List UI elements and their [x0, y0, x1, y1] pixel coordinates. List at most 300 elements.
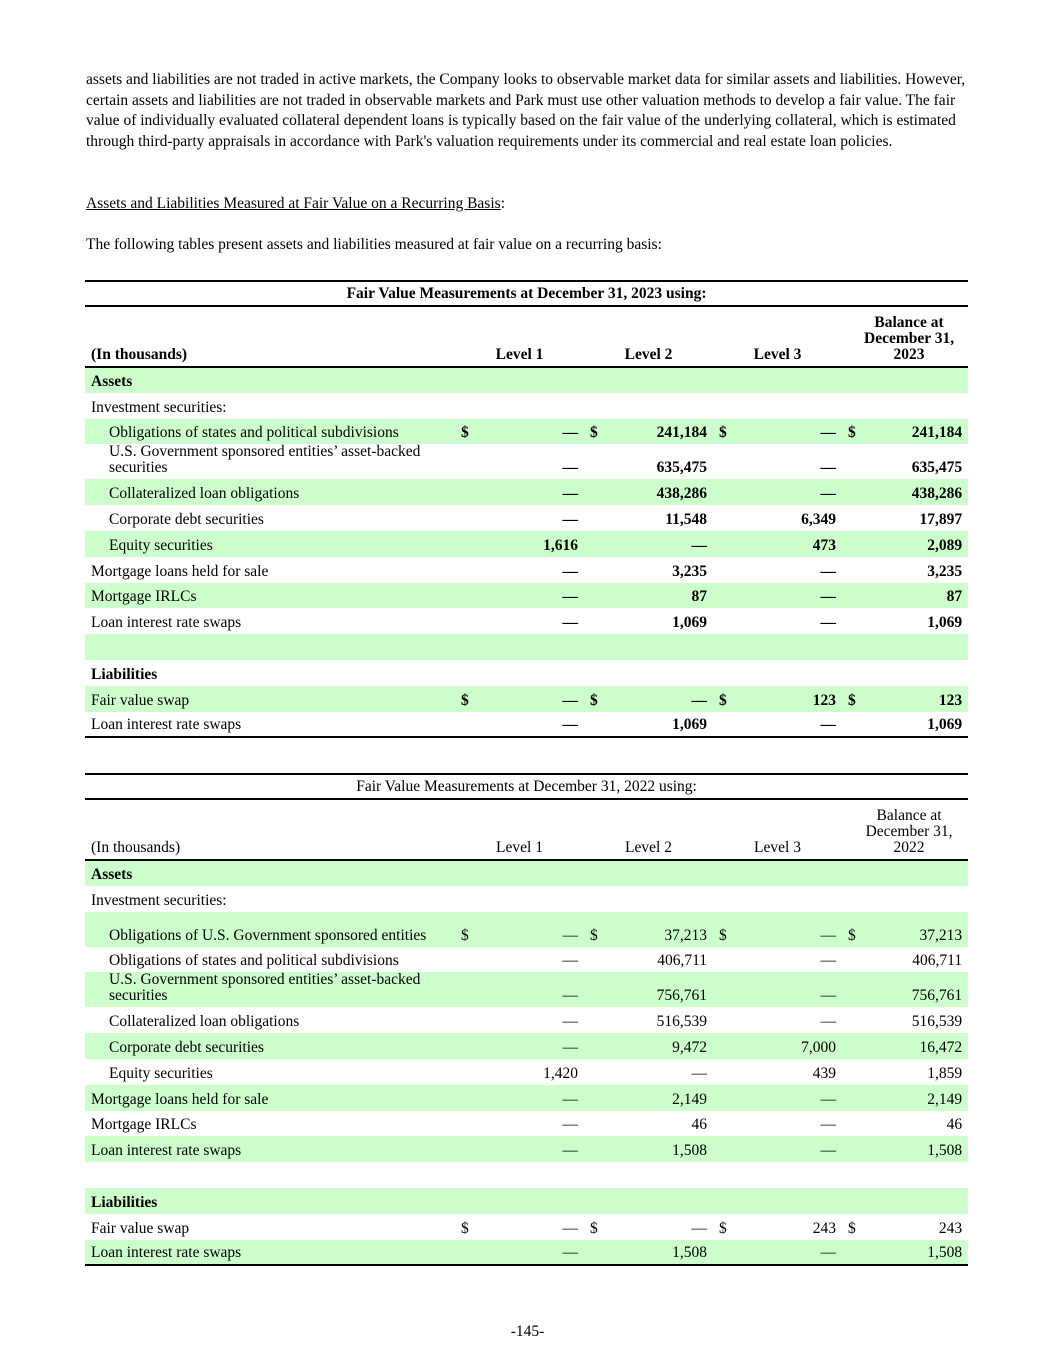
currency-symbol [455, 583, 481, 609]
currency-symbol [584, 608, 610, 634]
row-label: Collateralized loan obligations [109, 1013, 300, 1031]
cell-value [739, 393, 842, 419]
column-header-level: Level 2 [584, 306, 713, 367]
row-label: Obligations of states and political subdivisions [109, 952, 399, 970]
cell-value: 241,184 [868, 419, 968, 445]
cell-value: 3,235 [672, 562, 707, 580]
section-heading-text: Assets and Liabilities Measured at Fair Value on a Recurring Basis [86, 195, 501, 212]
fair-value-table-2023 [85, 280, 968, 738]
currency-symbol [584, 712, 610, 738]
column-header-label: (In thousands) [85, 799, 455, 860]
table-row [85, 712, 968, 738]
cell-value: — [739, 972, 842, 1007]
row-label: Loan interest rate swaps [85, 1240, 455, 1266]
currency-symbol [842, 583, 868, 609]
cell-value: 6,349 [801, 510, 836, 528]
row-label: Mortgage IRLCs [85, 583, 455, 609]
cell-value [481, 860, 584, 886]
cell-value: 1,508 [610, 1240, 713, 1266]
cell-value: 438,286 [868, 479, 968, 505]
cell-value: — [820, 459, 836, 477]
currency-symbol [713, 583, 739, 609]
row-label: U.S. Government sponsored entities’ asset-backed securities [85, 972, 455, 1007]
cell-value [481, 1162, 584, 1188]
currency-symbol: $ [842, 912, 868, 947]
currency-symbol: $ [455, 686, 481, 712]
row-label [85, 1162, 455, 1188]
row-label: Equity securities [109, 1064, 213, 1082]
currency-symbol [584, 860, 610, 886]
cell-value: 37,213 [610, 912, 713, 947]
cell-value [610, 660, 713, 686]
cell-value [481, 367, 584, 393]
currency-symbol [842, 479, 868, 505]
cell-value: 473 [739, 531, 842, 557]
currency-symbol [713, 393, 739, 419]
cell-value: 123 [868, 686, 968, 712]
cell-value: — [610, 531, 713, 557]
column-header-label: (In thousands) [85, 306, 455, 367]
currency-symbol [455, 505, 481, 531]
cell-value [481, 634, 584, 660]
cell-value: — [481, 1136, 584, 1162]
cell-value: 1,508 [610, 1136, 713, 1162]
cell-value: 2,149 [868, 1085, 968, 1111]
cell-value: — [739, 712, 842, 738]
currency-symbol [584, 1059, 610, 1085]
table-row [85, 912, 968, 947]
cell-value: 438,286 [610, 479, 713, 505]
table-row [85, 479, 968, 505]
column-header-level: Level 1 [455, 799, 584, 860]
currency-symbol [455, 886, 481, 912]
table-row [85, 886, 968, 912]
row-label: Liabilities [85, 1188, 455, 1214]
cell-value [868, 886, 968, 912]
table-row [85, 1059, 968, 1085]
row-label: Equity securities [85, 531, 455, 557]
cell-value: 406,711 [657, 952, 707, 970]
cell-value: — [739, 1085, 842, 1111]
row-label: Mortgage loans held for sale [85, 1085, 455, 1111]
cell-value: 1,508 [868, 1240, 968, 1266]
currency-symbol [455, 1111, 481, 1137]
cell-value: — [820, 562, 836, 580]
table-row [85, 505, 968, 531]
currency-symbol [455, 860, 481, 886]
cell-value: 241,184 [610, 419, 713, 445]
row-label: Corporate debt securities [85, 1033, 455, 1059]
row-label: Loan interest rate swaps [85, 712, 455, 738]
cell-value: — [562, 459, 578, 477]
row-label [85, 634, 455, 660]
currency-symbol [584, 531, 610, 557]
cell-value: 9,472 [610, 1033, 713, 1059]
currency-symbol [842, 972, 868, 1007]
cell-value [481, 660, 584, 686]
currency-symbol [455, 1240, 481, 1266]
table-row [85, 1007, 968, 1033]
table-row [85, 419, 968, 445]
currency-symbol [713, 972, 739, 1007]
currency-symbol: $ [713, 419, 739, 445]
cell-value [868, 634, 968, 660]
column-header-level: Balance at December 31, 2023 [842, 306, 968, 367]
cell-value: 406,711 [912, 952, 963, 970]
cell-value [481, 393, 584, 419]
currency-symbol [584, 1033, 610, 1059]
column-header-level: Level 3 [713, 799, 842, 860]
cell-value: — [691, 1064, 707, 1082]
table-row [85, 531, 968, 557]
column-header-level: Level 1 [455, 306, 584, 367]
cell-value: — [739, 1240, 842, 1266]
currency-symbol [584, 1188, 610, 1214]
currency-symbol [842, 608, 868, 634]
cell-value: — [481, 972, 584, 1007]
cell-value: 3,235 [927, 562, 963, 580]
cell-value: — [481, 583, 584, 609]
table-row [85, 947, 968, 973]
table-row [85, 444, 968, 479]
currency-symbol [713, 947, 739, 973]
table-row [85, 686, 968, 712]
currency-symbol [842, 712, 868, 738]
cell-value: 2,149 [610, 1085, 713, 1111]
currency-symbol [455, 608, 481, 634]
row-label: Liabilities [91, 665, 158, 683]
table-row [85, 1136, 968, 1162]
currency-symbol [842, 947, 868, 973]
currency-symbol: $ [584, 419, 610, 445]
currency-symbol [584, 557, 610, 583]
cell-value: — [739, 1136, 842, 1162]
currency-symbol [455, 1136, 481, 1162]
currency-symbol: $ [590, 1219, 598, 1237]
currency-symbol [713, 1136, 739, 1162]
currency-symbol: $ [584, 686, 610, 712]
row-label: Investment securities: [91, 398, 227, 416]
currency-symbol [842, 1136, 868, 1162]
cell-value: — [481, 1033, 584, 1059]
currency-symbol: $ [455, 419, 481, 445]
cell-value: — [562, 562, 578, 580]
currency-symbol [455, 557, 481, 583]
cell-value: 1,069 [927, 614, 963, 632]
table-row [85, 393, 968, 419]
row-label: Obligations of U.S. Government sponsored entities [85, 912, 455, 947]
cell-value: 516,539 [911, 1013, 963, 1031]
cell-value [610, 634, 713, 660]
cell-value [868, 1188, 968, 1214]
table-title-row [85, 281, 968, 306]
cell-value: 1,859 [927, 1064, 963, 1082]
currency-symbol [455, 634, 481, 660]
cell-value [739, 1162, 842, 1188]
fair-value-table-2022 [85, 773, 968, 1266]
currency-symbol [584, 1136, 610, 1162]
cell-value [481, 1188, 584, 1214]
cell-value: 87 [610, 583, 713, 609]
currency-symbol [584, 947, 610, 973]
cell-value: — [820, 1116, 836, 1134]
cell-value: 7,000 [739, 1033, 842, 1059]
currency-symbol [713, 479, 739, 505]
cell-value: — [562, 1013, 578, 1031]
row-label: Mortgage loans held for sale [91, 562, 269, 580]
table-row [85, 1085, 968, 1111]
cell-value: — [481, 479, 584, 505]
currency-symbol [584, 393, 610, 419]
currency-symbol [584, 1240, 610, 1266]
currency-symbol [842, 1188, 868, 1214]
currency-symbol [584, 367, 610, 393]
currency-symbol [713, 444, 739, 479]
cell-value: — [691, 1219, 707, 1237]
cell-value [868, 367, 968, 393]
cell-value: 1,508 [868, 1136, 968, 1162]
cell-value: 1,616 [481, 531, 584, 557]
cell-value: 2,089 [868, 531, 968, 557]
row-label: Assets [85, 860, 455, 886]
cell-value: 1,069 [610, 712, 713, 738]
currency-symbol [713, 505, 739, 531]
cell-value: 11,548 [665, 510, 707, 528]
currency-symbol [455, 367, 481, 393]
cell-value: — [481, 1085, 584, 1111]
currency-symbol [842, 367, 868, 393]
cell-value: — [739, 419, 842, 445]
cell-value [868, 860, 968, 886]
currency-symbol [713, 1162, 739, 1188]
table-title: Fair Value Measurements at December 31, 2023 using: [85, 281, 968, 306]
currency-symbol [455, 444, 481, 479]
currency-symbol [842, 1162, 868, 1188]
currency-symbol [584, 972, 610, 1007]
cell-value: 16,472 [868, 1033, 968, 1059]
cell-value: 439 [812, 1064, 836, 1082]
currency-symbol [455, 1033, 481, 1059]
table-row [85, 634, 968, 660]
cell-value: — [562, 1219, 578, 1237]
row-label: Loan interest rate swaps [91, 614, 242, 632]
currency-symbol [584, 1007, 610, 1033]
cell-value: 1,069 [672, 614, 707, 632]
cell-value [481, 886, 584, 912]
currency-symbol [713, 1188, 739, 1214]
cell-value: — [562, 952, 578, 970]
cell-value: 1,069 [868, 712, 968, 738]
currency-symbol [713, 712, 739, 738]
currency-symbol [842, 660, 868, 686]
currency-symbol [842, 393, 868, 419]
currency-symbol: $ [455, 912, 481, 947]
row-label: U.S. Government sponsored entities’ asset-backed securities [109, 443, 421, 477]
table-row [85, 660, 968, 686]
currency-symbol [584, 1162, 610, 1188]
currency-symbol [842, 1059, 868, 1085]
table-row [85, 367, 968, 393]
cell-value: 1,420 [543, 1064, 578, 1082]
currency-symbol [713, 1033, 739, 1059]
cell-value: 243 [938, 1219, 963, 1237]
currency-symbol: $ [842, 419, 868, 445]
currency-symbol [455, 531, 481, 557]
cell-value [610, 367, 713, 393]
currency-symbol [842, 531, 868, 557]
currency-symbol [455, 1007, 481, 1033]
cell-value: — [481, 419, 584, 445]
cell-value: 87 [868, 583, 968, 609]
currency-symbol: $ [584, 912, 610, 947]
currency-symbol [842, 1033, 868, 1059]
cell-value: — [820, 952, 836, 970]
section-heading [86, 194, 971, 215]
currency-symbol [713, 1085, 739, 1111]
cell-value [739, 860, 842, 886]
currency-symbol [455, 660, 481, 686]
cell-value: 516,539 [656, 1013, 707, 1031]
cell-value: — [481, 1240, 584, 1266]
cell-value [868, 1162, 968, 1188]
cell-value [868, 660, 968, 686]
row-label: Mortgage IRLCs [91, 1116, 197, 1134]
table-row [85, 583, 968, 609]
row-label: Fair value swap [91, 1219, 190, 1237]
currency-symbol: $ [848, 1219, 856, 1237]
currency-symbol: $ [719, 1219, 727, 1237]
section-heading-suffix: : [500, 195, 505, 212]
cell-value: 46 [946, 1116, 963, 1134]
cell-value: — [739, 583, 842, 609]
currency-symbol [713, 886, 739, 912]
currency-symbol [842, 1111, 868, 1137]
currency-symbol [713, 367, 739, 393]
cell-value [610, 886, 713, 912]
cell-value: 756,761 [610, 972, 713, 1007]
currency-symbol [584, 886, 610, 912]
cell-value [610, 860, 713, 886]
row-label: Loan interest rate swaps [85, 1136, 455, 1162]
currency-symbol [842, 860, 868, 886]
table-row [85, 860, 968, 886]
currency-symbol [584, 444, 610, 479]
currency-symbol: $ [842, 686, 868, 712]
cell-value: — [610, 686, 713, 712]
currency-symbol [842, 505, 868, 531]
cell-value: — [820, 614, 836, 632]
currency-symbol [455, 947, 481, 973]
cell-value: — [481, 712, 584, 738]
currency-symbol: $ [461, 1219, 469, 1237]
currency-symbol [713, 660, 739, 686]
cell-value [739, 1188, 842, 1214]
currency-symbol [455, 1188, 481, 1214]
currency-symbol [713, 531, 739, 557]
row-label: Corporate debt securities [109, 510, 264, 528]
intro-paragraph: assets and liabilities are not traded in active markets, the Company looks to observable market data for similar assets and liabilities. However, certain assets and liabilities are not traded in observable markets and Park must use other valuation methods to develop a fair value. The fair value of individually evaluated collateral dependent loans is typically based on the fair value of the underlying collateral, which is estimated through third-party appraisals in accordance with Park's valuation requirements under its commercial and real estate loan policies. [86, 71, 966, 150]
currency-symbol [455, 393, 481, 419]
cell-value: 37,213 [868, 912, 968, 947]
currency-symbol [584, 505, 610, 531]
table-header-row [85, 306, 968, 367]
currency-symbol [713, 1059, 739, 1085]
cell-value [739, 660, 842, 686]
currency-symbol [455, 1085, 481, 1111]
cell-value [610, 393, 713, 419]
cell-value [610, 1188, 713, 1214]
table-title-row [85, 774, 968, 799]
table-row [85, 1162, 968, 1188]
currency-symbol [842, 1007, 868, 1033]
currency-symbol [842, 444, 868, 479]
row-label: Obligations of states and political subdivisions [85, 419, 455, 445]
table-row [85, 608, 968, 634]
cell-value: — [481, 912, 584, 947]
table-row [85, 972, 968, 1007]
table-row [85, 557, 968, 583]
currency-symbol [455, 479, 481, 505]
table-row [85, 1033, 968, 1059]
currency-symbol [842, 886, 868, 912]
cell-value: 123 [739, 686, 842, 712]
currency-symbol [842, 1085, 868, 1111]
cell-value [739, 886, 842, 912]
row-label: Assets [85, 367, 455, 393]
currency-symbol [713, 608, 739, 634]
currency-symbol [713, 1007, 739, 1033]
cell-value: 17,897 [919, 510, 963, 528]
cell-value: — [562, 1116, 578, 1134]
cell-value: — [562, 614, 578, 632]
cell-value: 756,761 [868, 972, 968, 1007]
currency-symbol [713, 1240, 739, 1266]
currency-symbol [713, 860, 739, 886]
cell-value: — [820, 1013, 836, 1031]
table-row [85, 1214, 968, 1240]
currency-symbol [584, 1085, 610, 1111]
row-label: Fair value swap [85, 686, 455, 712]
currency-symbol [584, 479, 610, 505]
cell-value [739, 367, 842, 393]
currency-symbol [584, 660, 610, 686]
cell-value: — [739, 912, 842, 947]
currency-symbol [713, 1111, 739, 1137]
currency-symbol [455, 972, 481, 1007]
currency-symbol [842, 1240, 868, 1266]
currency-symbol [713, 557, 739, 583]
row-label: Investment securities: [91, 891, 227, 909]
cell-value: 635,475 [911, 459, 963, 477]
currency-symbol [584, 583, 610, 609]
column-header-level: Balance at December 31, 2022 [842, 799, 968, 860]
cell-value: — [481, 686, 584, 712]
currency-symbol [584, 1111, 610, 1137]
row-label: Collateralized loan obligations [85, 479, 455, 505]
table-row [85, 1111, 968, 1137]
currency-symbol [584, 634, 610, 660]
column-header-level: Level 2 [584, 799, 713, 860]
cell-value: 243 [812, 1219, 836, 1237]
cell-value: — [739, 479, 842, 505]
cell-value: 46 [691, 1116, 707, 1134]
currency-symbol: $ [713, 686, 739, 712]
table-header-row [85, 799, 968, 860]
currency-symbol [713, 634, 739, 660]
currency-symbol [455, 712, 481, 738]
table-title: Fair Value Measurements at December 31, 2022 using: [85, 774, 968, 799]
cell-value [610, 1162, 713, 1188]
